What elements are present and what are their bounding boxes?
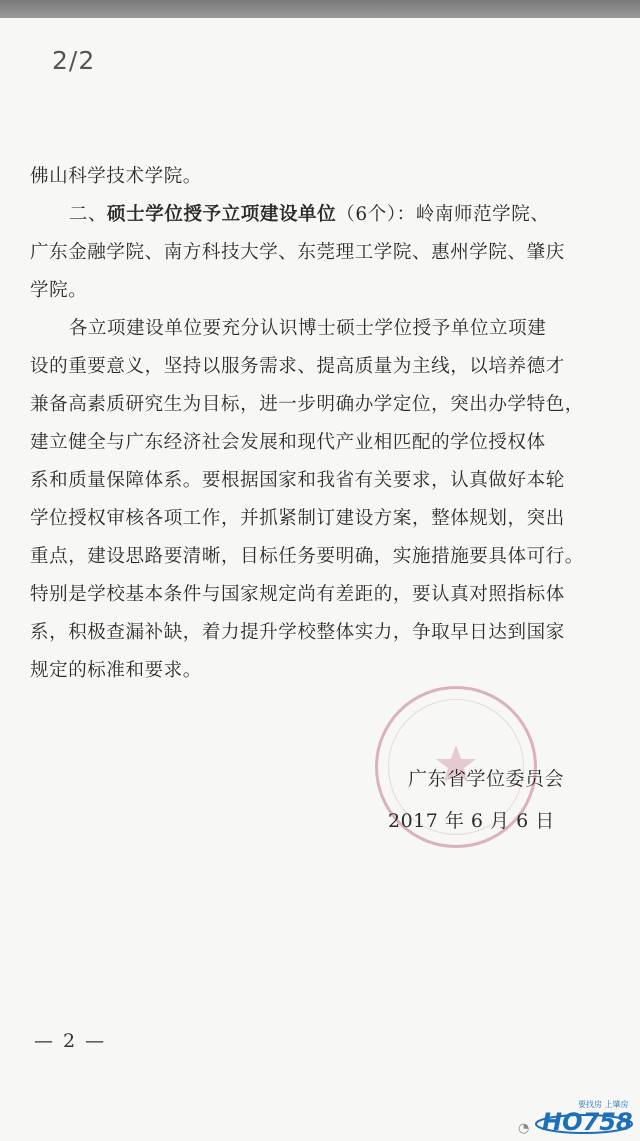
signature-organization: 广东省学位委员会 [408,768,565,790]
body-line-11: 重点，建设思路要清晰，目标任务要明确，实施措施要具体可行。 [30,546,584,567]
body-line-8: 建立健全与广东经济社会发展和现代产业相匹配的学位授权体 [30,432,546,453]
heading-prefix: 二、 [68,204,108,225]
wechat-icon: ◔ [518,1121,530,1136]
body-line-9: 系和质量保障体系。要根据国家和我省有关要求，认真做好本轮 [30,470,565,491]
page-number: — 2 — [34,1030,107,1052]
top-gray-band [0,0,640,18]
body-line-5: 各立项建设单位要充分认识博士硕士学位授予单位立项建 [68,318,547,339]
body-line-13: 系，积极查漏补缺，着力提升学校整体实力，争取早日达到国家 [30,622,565,643]
heading-rest: （6个）：岭南师范学院、 [336,204,550,225]
heading-line [30,196,620,234]
body-line-1: 佛山科学技术学院。 [30,166,202,187]
document-body [30,158,620,690]
body-line-3: 广东金融学院、南方科技大学、东莞理工学院、惠州学院、肇庆 [30,242,565,263]
svg-text:HO758: HO758 [542,1108,633,1136]
body-line-6: 设的重要意义，坚持以服务需求、提高质量为主线，以培养德才 [30,356,565,377]
watermark-tagline: 要找房 上肇房 [578,1100,629,1109]
body-line-4: 学院。 [30,280,88,301]
body-line-7: 兼备高素质研究生为目标，进一步明确办学定位，突出办学特色， [30,394,584,415]
body-line-12: 特别是学校基本条件与国家规定尚有差距的，要认真对照指标体 [30,584,565,605]
signature-date: 2017 年 6 月 6 日 [388,810,555,832]
heading-bold: 硕士学位授予立项建设单位 [107,204,337,225]
body-line-14: 规定的标准和要求。 [30,660,202,681]
page-indicator: 2/2 [52,46,96,75]
body-line-10: 学位授权审核各项工作，并抓紧制订建设方案，整体规划，突出 [30,508,565,529]
